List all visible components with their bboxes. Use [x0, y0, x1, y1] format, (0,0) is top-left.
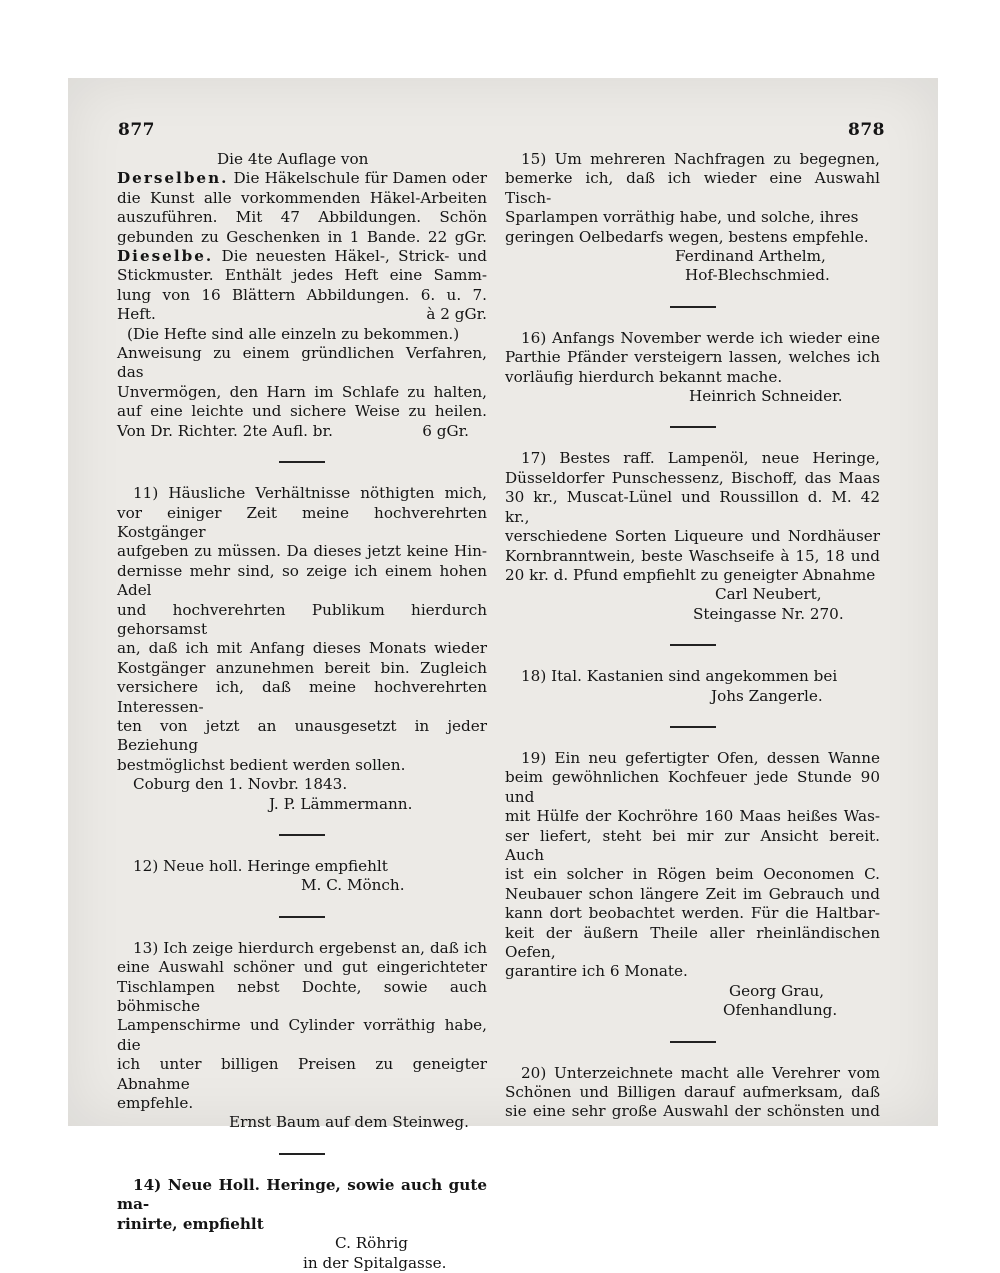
advertisement-15: [505, 150, 880, 286]
book-line: Von Dr. Richter. 2te Aufl. br. 6 gGr.: [117, 421, 469, 440]
book-line: Stickmuster. Enthält jedes Heft eine Samm-: [117, 266, 487, 285]
book-line: Heft. à 2 gGr.: [117, 305, 487, 324]
ad-line: vorläufig hierdurch bekannt mache.: [505, 367, 783, 386]
ad-line: 18) Ital. Kastanien sind angekommen bei: [521, 667, 838, 686]
book-line: auf eine leichte und sichere Weise zu heilen.: [117, 402, 487, 421]
advertisement-17: [505, 449, 880, 624]
right-column: [505, 150, 880, 1122]
ad-line: versichere ich, daß meine hochverehrten Interessen-: [117, 678, 487, 716]
ad-line: 17) Bestes raff. Lampenöl, neue Heringe,: [521, 449, 880, 468]
section-divider: [670, 426, 716, 428]
ad-line: bemerke ich, daß ich wieder eine Auswahl Tisch-: [505, 169, 880, 207]
ad-line: ten von jetzt an unausgesetzt in jeder Beziehung: [117, 716, 487, 755]
ad-signature-address: Steingasse Nr. 270.: [693, 604, 844, 623]
advertisement-12: [117, 857, 487, 896]
ad-line: an, daß ich mit Anfang dieses Monats wieder: [117, 639, 487, 658]
book-line: gebunden zu Geschenken in 1 Bande. 22 gGr.: [117, 227, 487, 246]
page-number-left: 877: [118, 120, 155, 140]
ad-line: Tischlampen nebst Dochte, sowie auch böhmische: [117, 977, 487, 1016]
left-column: [117, 150, 487, 1273]
ad-line: 12) Neue holl. Heringe empfiehlt: [133, 857, 388, 875]
book-price: à 2 gGr.: [426, 305, 487, 324]
ad-line: 20 kr. d. Pfund empfiehlt zu geneigter Abnahme: [505, 565, 876, 584]
section-divider: [670, 726, 716, 728]
ad-line: dernisse mehr sind, so zeige ich einem hohen Adel: [117, 561, 487, 600]
ad-line: Kostgänger anzunehmen bereit bin. Zugleich: [117, 658, 487, 677]
ad-signature: Johs Zangerle.: [711, 686, 823, 705]
advertisement-20: [505, 1064, 880, 1122]
ad-line: vor einiger Zeit meine hochverehrten Kostgänger: [117, 503, 487, 541]
section-divider: [670, 644, 716, 646]
page-number-right: 878: [848, 120, 885, 140]
ad-line: ist ein solcher in Rögen beim Oeconomen C.: [505, 865, 880, 884]
ad-line: Schönen und Billigen darauf aufmerksam, daß: [505, 1083, 880, 1102]
ad-line: sie eine sehr große Auswahl der schönsten und: [505, 1102, 880, 1121]
section-divider: [670, 1041, 716, 1043]
ad-date: Coburg den 1. Novbr. 1843.: [133, 775, 348, 794]
ad-signature: J. P. Lämmermann.: [269, 794, 413, 813]
ad-line: 14) Neue Holl. Heringe, sowie auch gute ma-: [117, 1175, 487, 1214]
ad-line: beim gewöhnlichen Kochfeuer jede Stunde 90 und: [505, 768, 880, 806]
ad-line: kann dort beobachtet werden. Für die Haltbar-: [505, 904, 880, 923]
ad-line: Lampenschirme und Cylinder vorräthig habe, die: [117, 1016, 487, 1054]
advertisement-19: [505, 749, 880, 1021]
section-divider: [279, 834, 325, 836]
ad-line: Kornbranntwein, beste Waschseife à 15, 18 und: [505, 546, 880, 565]
advertisement-11: [117, 484, 487, 814]
book-line: auszuführen. Mit 47 Abbildungen. Schön: [117, 208, 487, 227]
book-line: Derselben. Die Häkelschule für Damen oder: [117, 169, 487, 188]
book-title: Derselben.: [117, 169, 229, 188]
ad-line: eine Auswahl schöner und gut eingerichteter: [117, 958, 487, 977]
ad-signature: Carl Neubert,: [715, 585, 822, 604]
advertisement-13: [117, 939, 487, 1133]
ad-line: Neubauer schon längere Zeit im Gebrauch und: [505, 884, 880, 903]
ad-line: 11) Häusliche Verhältnisse nöthigten mich,: [133, 484, 487, 503]
ad-signature: Georg Grau,: [729, 981, 825, 1000]
ad-line: Parthie Pfänder versteigern lassen, welches ich: [505, 348, 880, 367]
advertisement-16: [505, 329, 880, 407]
ad-signature: Heinrich Schneider.: [689, 387, 843, 406]
ad-line: mit Hülfe der Kochröhre 160 Maas heißes Was-: [505, 807, 880, 826]
ad-line: rinirte, empfiehlt: [117, 1214, 264, 1233]
section-divider: [670, 306, 716, 308]
section-divider: [279, 1153, 325, 1155]
ad-signature-address: in der Spitalgasse.: [303, 1253, 447, 1272]
section-divider: [279, 916, 325, 918]
ad-signature-title: Ofenhandlung.: [723, 1001, 838, 1020]
ad-line: 20) Unterzeichnete macht alle Verehrer vom: [521, 1063, 880, 1082]
ad-line: bestmöglichst bedient werden sollen.: [117, 755, 406, 774]
book-line: lung von 16 Blättern Abbildungen. 6. u. 7.: [117, 285, 487, 304]
ad-line: geringen Oelbedarfs wegen, bestens empfehle.: [505, 227, 869, 246]
book-line: Anweisung zu einem gründlichen Verfahren, das: [117, 344, 487, 382]
ad-line: 30 kr., Muscat-Lünel und Roussillon d. M. 42 kr.,: [505, 488, 880, 526]
ad-signature: Ferdinand Arthelm,: [675, 247, 826, 266]
book-line: Dieselbe. Die neuesten Häkel-, Strick- und: [117, 247, 488, 266]
ad-signature: Ernst Baum auf dem Steinweg.: [229, 1113, 469, 1132]
ad-line: keit der äußern Theile aller rheinländischen Oefen,: [505, 923, 880, 961]
book-line: Die 4te Auflage von: [217, 150, 369, 168]
book-title: Dieselbe.: [117, 247, 214, 266]
ad-line: aufgeben zu müssen. Da dieses jetzt keine Hin-: [117, 542, 487, 561]
section-divider: [279, 461, 325, 463]
ad-line: verschiedene Sorten Liqueure und Nordhäuser: [505, 527, 880, 546]
ad-line: 16) Anfangs November werde ich wieder eine: [521, 328, 880, 347]
ad-line: ich unter billigen Preisen zu geneigter Abnahme: [117, 1055, 487, 1093]
ad-line: 19) Ein neu gefertigter Ofen, dessen Wanne: [521, 748, 880, 767]
ad-line: 15) Um mehreren Nachfragen zu begegnen,: [521, 150, 880, 168]
book-advertisement: [117, 150, 487, 441]
ad-line: empfehle.: [117, 1094, 194, 1113]
book-price: 6 gGr.: [422, 421, 469, 440]
ad-line: Sparlampen vorräthig habe, und solche, ihres: [505, 208, 859, 227]
ad-line: 13) Ich zeige hierdurch ergebenst an, daß ich: [133, 938, 487, 957]
book-line: die Kunst alle vorkommenden Häkel-Arbeiten: [117, 188, 487, 207]
ad-signature: M. C. Mönch.: [301, 876, 405, 895]
ad-line: garantire ich 6 Monate.: [505, 962, 688, 981]
ad-line: ser liefert, steht bei mir zur Ansicht bereit. Auch: [505, 826, 880, 864]
ad-line: und hochverehrten Publikum hierdurch gehorsamst: [117, 600, 487, 638]
book-line: Unvermögen, den Harn im Schlafe zu halten,: [117, 382, 487, 401]
advertisement-14: [117, 1176, 487, 1273]
ad-signature-title: Hof-Blechschmied.: [685, 266, 830, 285]
book-line: (Die Hefte sind alle einzeln zu bekommen.): [127, 324, 460, 343]
ad-signature: C. Röhrig: [335, 1234, 408, 1253]
ad-line: Düsseldorfer Punschessenz, Bischoff, das Maas: [505, 468, 880, 487]
advertisement-18: [505, 667, 880, 706]
